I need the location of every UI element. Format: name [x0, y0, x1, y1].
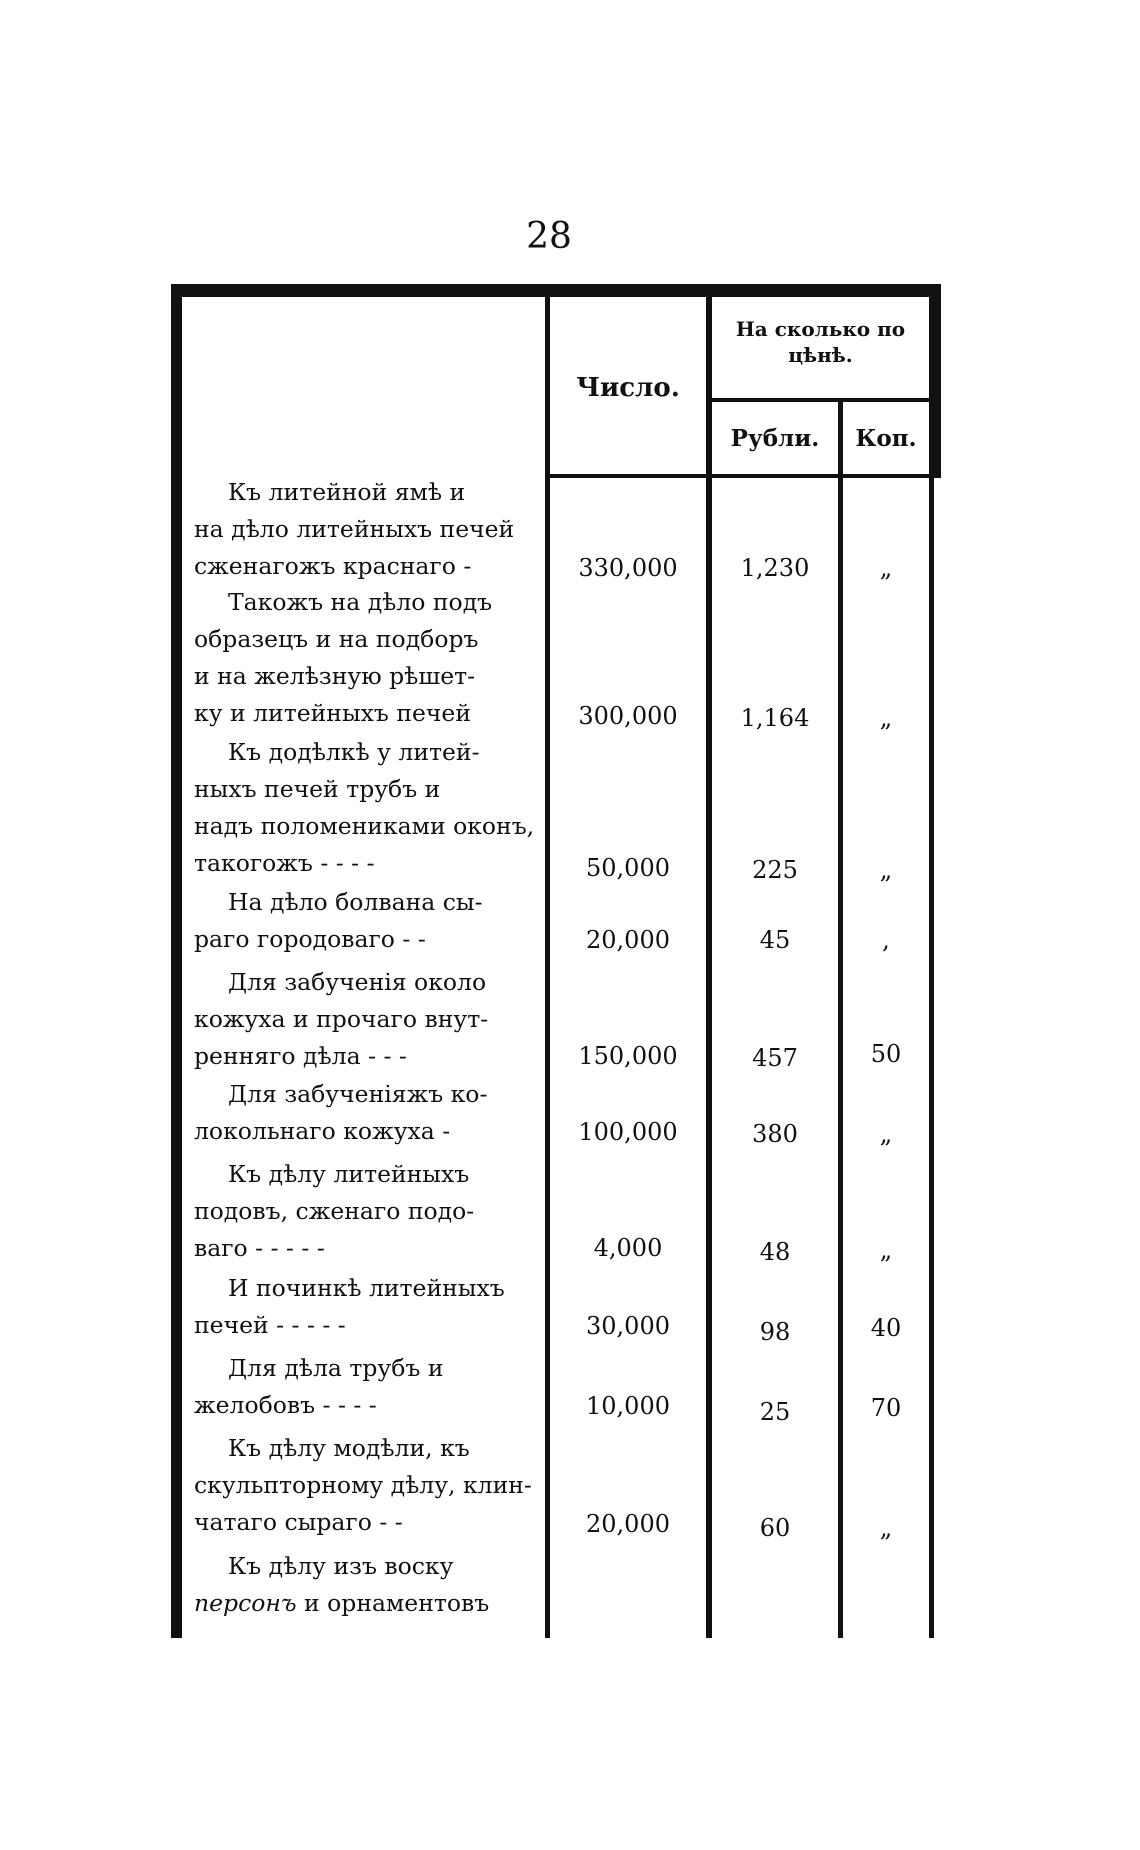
page-number: 28 — [526, 216, 572, 257]
cell-rubles: 1,230 — [740, 554, 810, 582]
cell-count: 150,000 — [578, 1042, 678, 1070]
table-row-label: Къ додѣлкѣ у литей- ныхъ печей трубъ и надъ поломениками оконъ, такогожъ - - - - — [194, 738, 534, 877]
cell-kopecks: „ — [879, 554, 893, 582]
cell-count: 4,000 — [593, 1234, 663, 1262]
header-bottom-rule-count — [545, 474, 712, 478]
table-top-rule — [171, 284, 941, 297]
cell-count: 10,000 — [586, 1392, 670, 1420]
table-row-label: Къ дѣлу литейныхъ подовъ, сженаго подо- ваго - - - - - — [194, 1160, 475, 1262]
cell-count: 50,000 — [586, 854, 670, 882]
cell-rubles: 457 — [752, 1044, 798, 1072]
header-count: Число. — [576, 373, 680, 403]
column-divider-kopecks — [838, 402, 843, 1638]
table-row-label: Къ дѣлу изъ воску персонъ и орнаментовъ — [194, 1552, 490, 1617]
cell-count: 100,000 — [578, 1118, 678, 1146]
cell-kopecks: „ — [879, 1236, 893, 1264]
cell-rubles: 225 — [752, 856, 798, 884]
cell-rubles: 380 — [752, 1120, 798, 1148]
table-left-rule — [171, 284, 182, 1638]
table-row-label: На дѣло болвана сы- раго городоваго - - — [194, 888, 483, 953]
table-right-rule — [929, 284, 941, 474]
ledger-table — [171, 284, 941, 1638]
cell-rubles: 98 — [759, 1318, 791, 1346]
cell-kopecks: „ — [879, 856, 893, 884]
table-row-label: Для забученія около кожуха и прочаго внут- ренняго дѣла - - - — [194, 968, 489, 1070]
cell-kopecks: 50 — [870, 1040, 902, 1068]
cell-rubles: 1,164 — [740, 704, 810, 732]
header-bottom-rule-price — [712, 474, 941, 478]
table-right-rule-lower — [929, 478, 934, 1638]
column-divider-count — [545, 292, 550, 1638]
cell-rubles: 48 — [759, 1238, 791, 1266]
table-row-label: Для забученіяжъ ко- локольнаго кожуха - — [194, 1080, 488, 1145]
cell-count: 330,000 — [578, 554, 678, 582]
table-row-label: Такожъ на дѣло подъ образецъ и на подборъ и на желѣзную рѣшет- ку и литейныхъ печей — [194, 588, 493, 727]
cell-kopecks: , — [882, 926, 890, 954]
cell-rubles: 45 — [759, 926, 791, 954]
cell-rubles: 60 — [759, 1514, 791, 1542]
column-divider-price — [706, 292, 712, 1638]
header-rubles: Рубли. — [730, 425, 820, 452]
header-price: На сколько по цѣнѣ. — [735, 317, 906, 367]
header-kopecks: Коп. — [855, 425, 917, 452]
table-row-label: Къ дѣлу модѣли, къ скульпторному дѣлу, клин- чатаго сыраго - - — [194, 1434, 532, 1536]
cell-count: 300,000 — [578, 702, 678, 730]
cell-count: 20,000 — [586, 926, 670, 954]
cell-kopecks: „ — [879, 1514, 893, 1542]
cell-count: 30,000 — [586, 1312, 670, 1340]
cell-kopecks: „ — [879, 1120, 893, 1148]
price-subheader-rule — [712, 398, 941, 402]
cell-kopecks: 40 — [870, 1314, 902, 1342]
table-row-label: Къ литейной ямѣ и на дѣло литейныхъ печей сженагожъ краснаго - — [194, 478, 515, 580]
cell-kopecks: 70 — [870, 1394, 902, 1422]
table-row-label: Для дѣла трубъ и желобовъ - - - - — [194, 1354, 444, 1419]
cell-kopecks: „ — [879, 704, 893, 732]
table-row-label: И починкѣ литейныхъ печей - - - - - — [194, 1274, 505, 1339]
cell-count: 20,000 — [586, 1510, 670, 1538]
cell-rubles: 25 — [759, 1398, 791, 1426]
